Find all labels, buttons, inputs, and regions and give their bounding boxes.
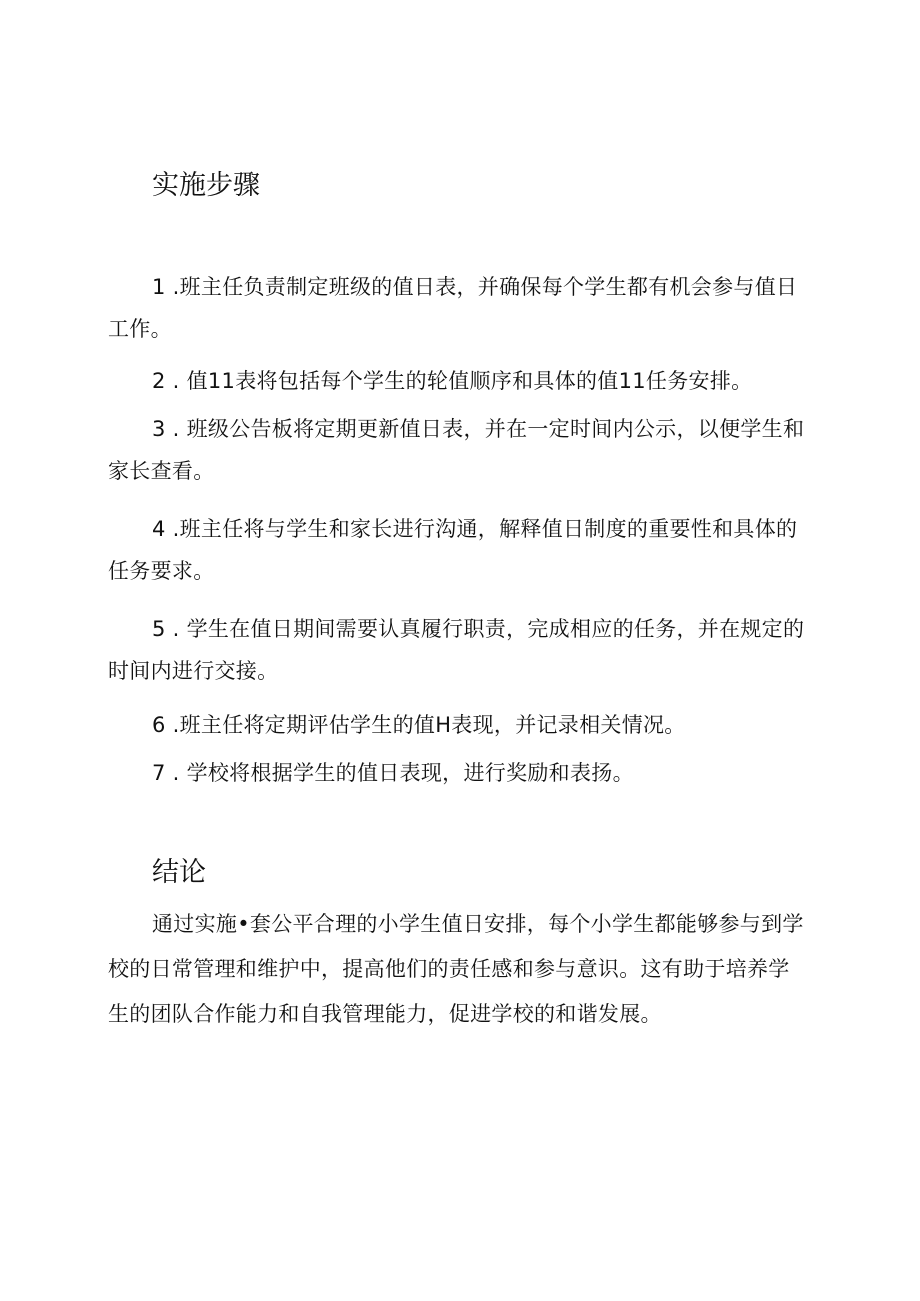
conclusion-paragraph: 通过实施•套公平合理的小学生值日安排，每个小学生都能够参与到学校的日常管理和维护中，提高他们的责任感和参与意识。这有助于培养学生的团队合作能力和自我管理能力，促进学校的和谐发展。 [108,912,804,1026]
step-item-6: 6 .班主任将定期评估学生的值H表现，并记录相关情况。 [152,713,686,737]
step-item-4: 4 .班主任将与学生和家长进行沟通，解释值日制度的重要性和具体的任务要求。 [108,517,798,583]
step-item-3: 3 . 班级公告板将定期更新值日表，并在一定时间内公示，以便学生和家长查看。 [108,417,805,483]
step-item-1: 1 .班主任负责制定班级的值日表，并确保每个学生都有机会参与值日工作。 [108,275,798,341]
section-heading-conclusion: 结论 [152,857,206,888]
step-item-7: 7 . 学校将根据学生的值日表现，进行奖励和表扬。 [152,761,634,785]
step-item-2: 2 . 值11表将包括每个学生的轮值顺序和具体的值11任务安排。 [152,369,753,393]
section-heading-steps: 实施步骤 [152,170,260,201]
step-item-5: 5 . 学生在值日期间需要认真履行职责，完成相应的任务，并在规定的时间内进行交接。 [108,617,805,683]
